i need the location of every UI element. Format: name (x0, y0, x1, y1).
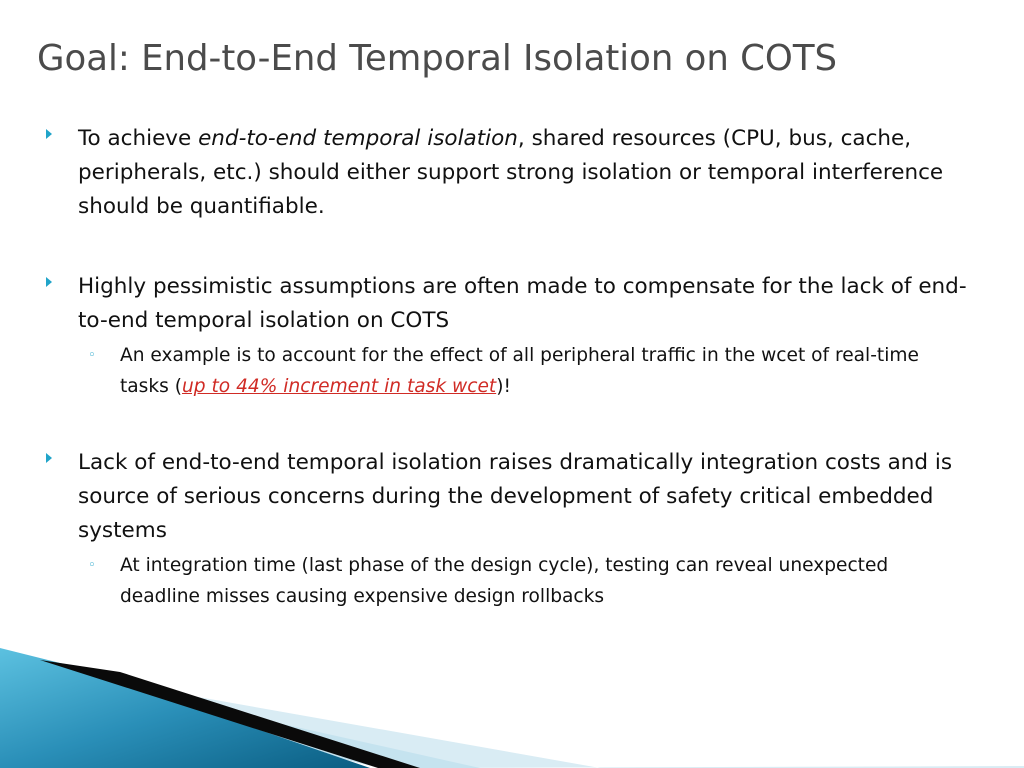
sub-bullet-item-2 (88, 550, 968, 612)
blue-swoosh (0, 648, 370, 768)
triangle-bullet-icon (46, 129, 52, 139)
bullet-item-1 (46, 122, 996, 224)
bullet-text: To achieve end-to-end temporal isolation, shared resources (CPU, bus, cache, peripherals, etc.) should either support strong isolation or temporal interference should be quantifiable. (78, 126, 944, 219)
bullet-item-2 (46, 270, 996, 402)
bullet-text: Highly pessimistic assumptions are often made to compensate for the lack of end-to-end temporal isolation on COTS (78, 274, 967, 333)
emphasis-text: end-to-end temporal isolation (198, 126, 518, 151)
circle-bullet-icon: ◦ (88, 348, 96, 363)
bullet-text: Lack of end-to-end temporal isolation raises dramatically integration costs and is source of serious concerns during the development of safety critical embedded systems (78, 450, 953, 543)
sub-bullet-item-1 (88, 340, 968, 402)
circle-bullet-icon: ◦ (88, 558, 96, 573)
bullet-item-3 (46, 446, 996, 612)
slide-title: Goal: End-to-End Temporal Isolation on COTS (37, 38, 838, 79)
wcet-increment-link[interactable]: up to 44% increment in task wcet (182, 376, 497, 397)
sub-bullet-text: An example is to account for the effect of all peripheral traffic in the wcet of real-time tasks (up to 44% increment in task wcet)! (120, 345, 919, 397)
triangle-bullet-icon (46, 277, 52, 287)
sub-bullet-text: At integration time (last phase of the design cycle), testing can reveal unexpected deadline misses causing expensive design rollbacks (120, 555, 889, 607)
triangle-bullet-icon (46, 453, 52, 463)
